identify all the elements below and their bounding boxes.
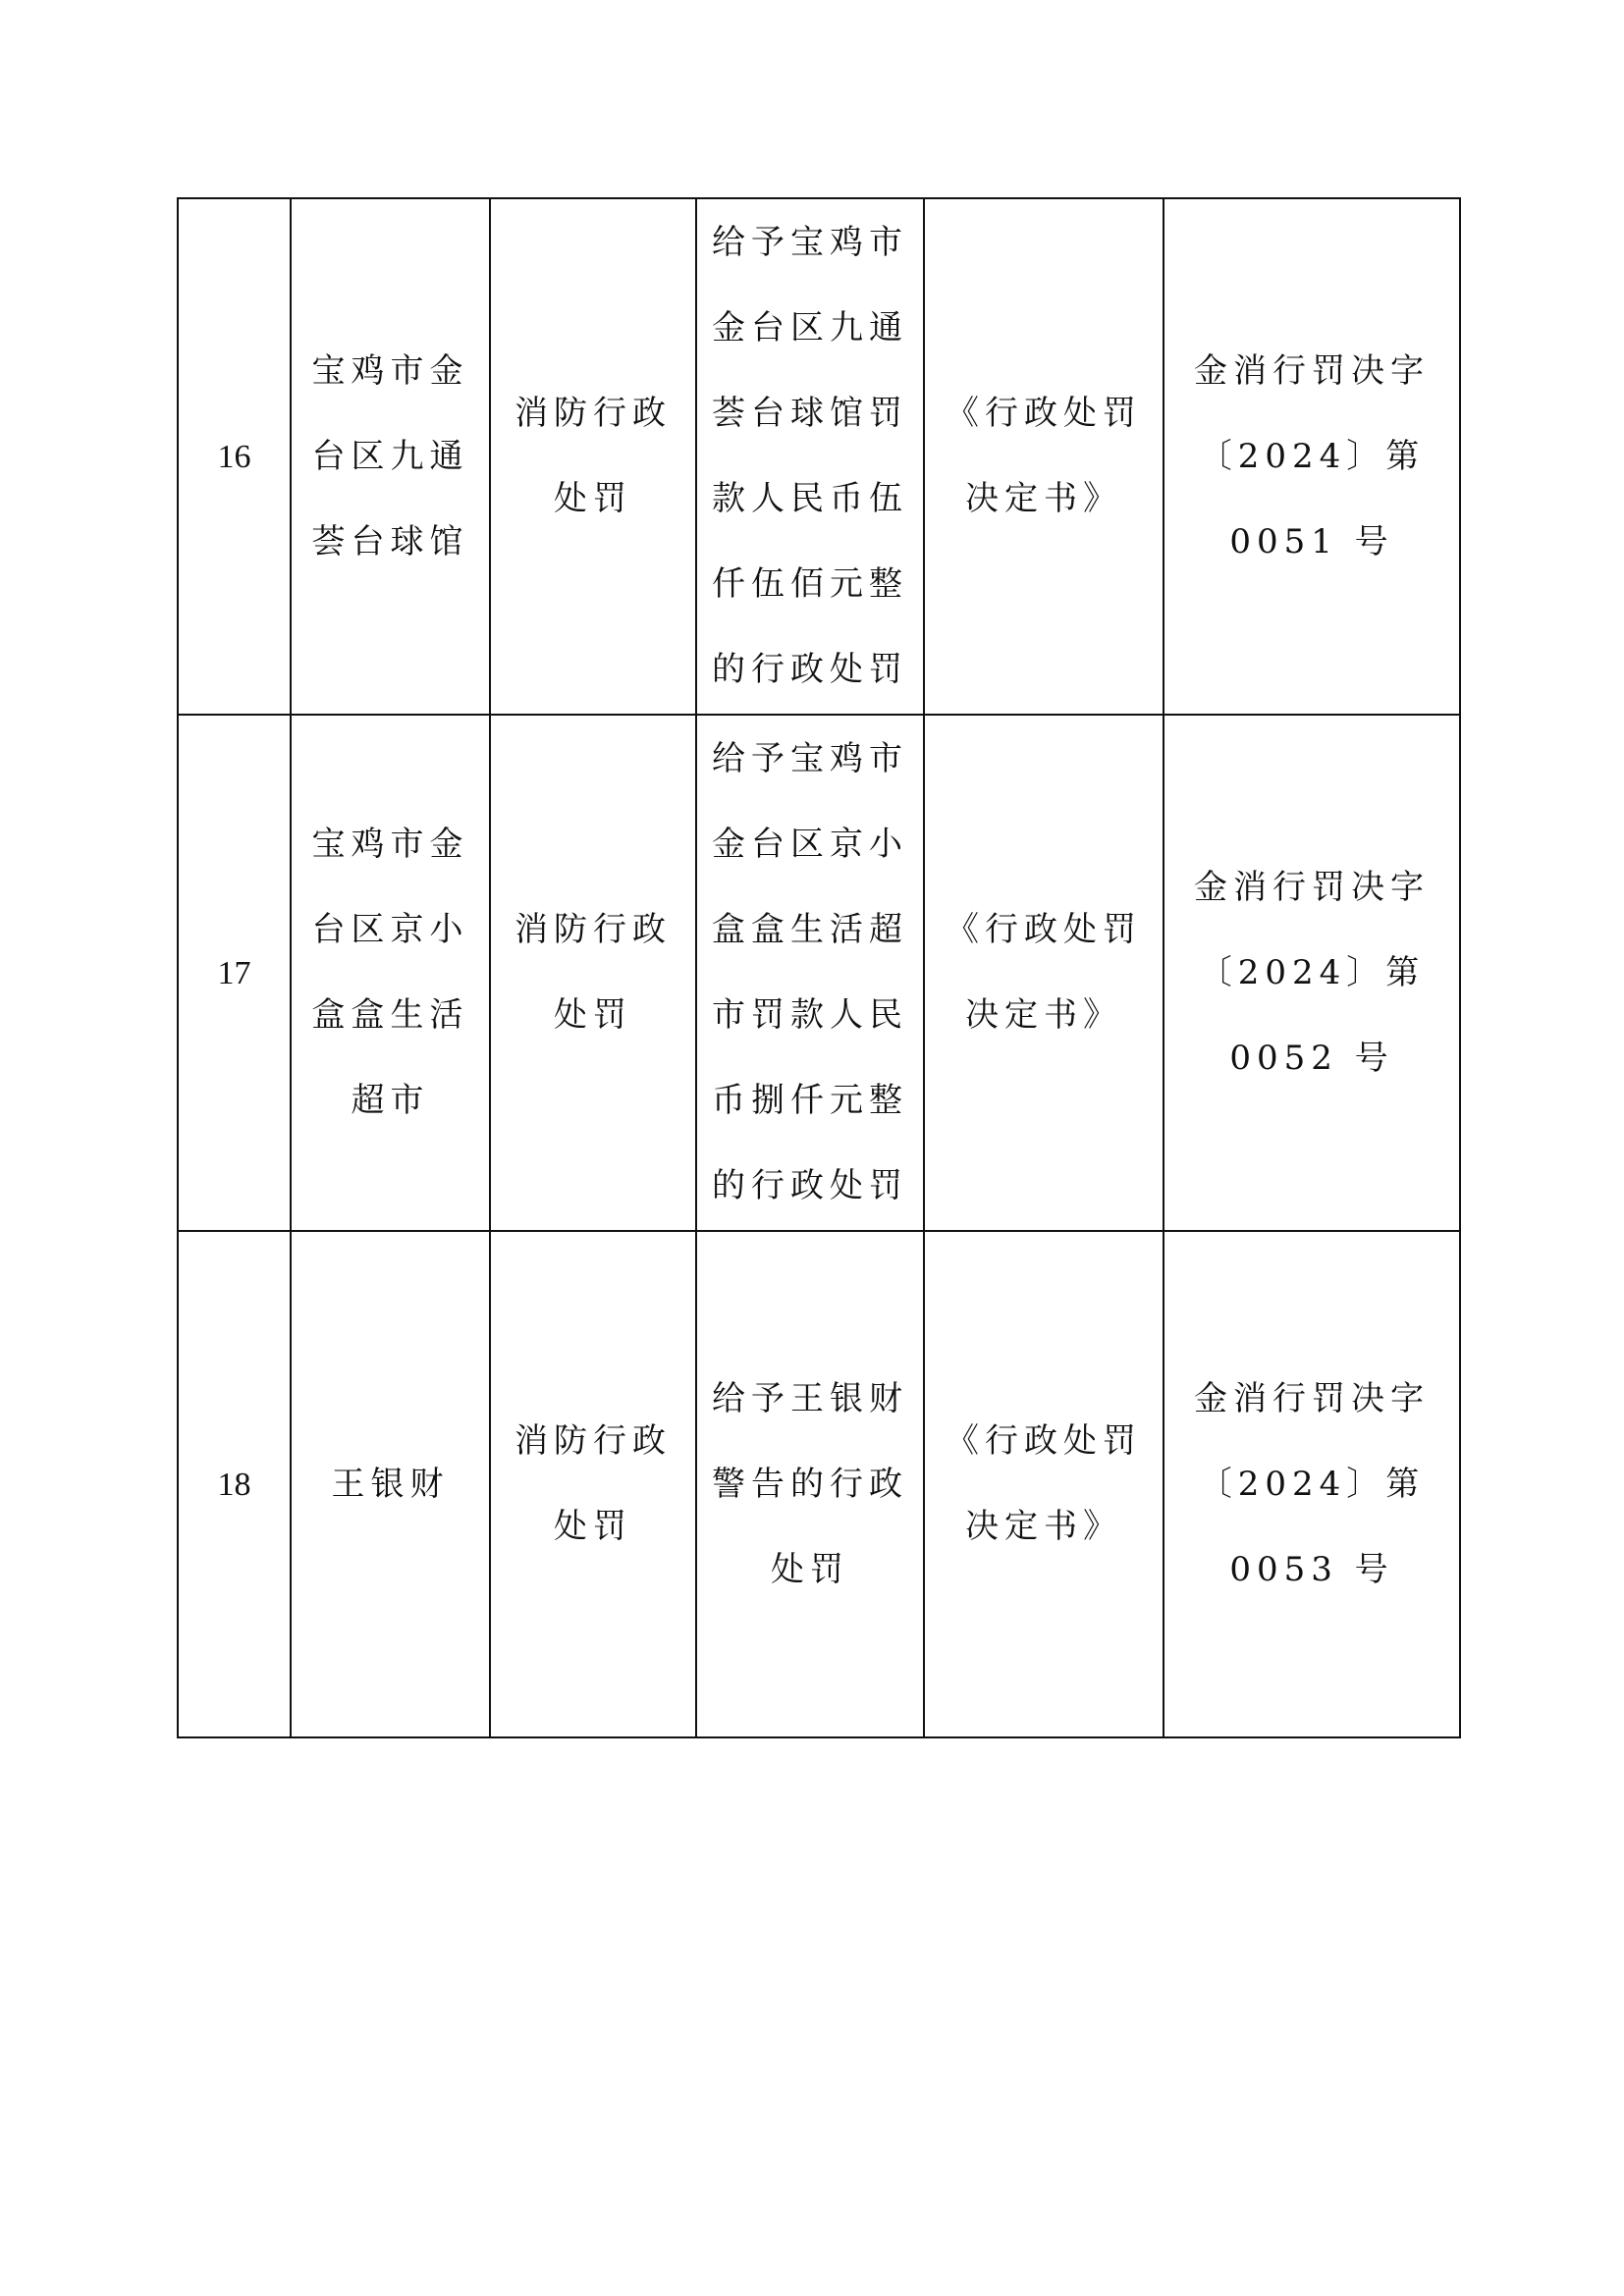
penalty-type-cell xyxy=(490,198,696,715)
party-line: 台区京小 xyxy=(311,910,469,949)
content-line: 的行政处罚 xyxy=(712,650,908,689)
document-number-cell xyxy=(1164,198,1460,715)
type-line: 消防行政 xyxy=(514,1421,672,1461)
penalty-content-cell xyxy=(696,1231,924,1737)
content-line: 款人民币伍 xyxy=(712,479,908,518)
penalty-type-cell xyxy=(490,1231,696,1737)
penalty-content-cell xyxy=(696,198,924,715)
party-line: 王银财 xyxy=(331,1464,450,1504)
doc-number-line: 金消行罚决字 xyxy=(1194,350,1430,391)
type-line: 处罚 xyxy=(554,479,632,518)
content-line: 的行政处罚 xyxy=(712,1166,908,1205)
doc-number-line: 0052 号 xyxy=(1229,1038,1394,1078)
content-line: 警告的行政 xyxy=(712,1464,908,1504)
content-line: 盒盒生活超 xyxy=(712,910,908,949)
party-cell xyxy=(291,198,490,715)
party-cell xyxy=(291,1231,490,1737)
content-line: 给予王银财 xyxy=(712,1378,908,1418)
type-line: 消防行政 xyxy=(514,910,672,949)
penalty-content-cell xyxy=(696,715,924,1231)
row-number-cell xyxy=(178,198,291,715)
document-cell xyxy=(924,715,1164,1231)
party-line: 盒盒生活 xyxy=(311,995,469,1035)
document-line: 《行政处罚 xyxy=(946,394,1142,433)
doc-number-line: 0051 号 xyxy=(1229,521,1394,561)
document-cell xyxy=(924,1231,1164,1737)
party-line: 宝鸡市金 xyxy=(311,825,469,864)
document-number-cell xyxy=(1164,1231,1460,1737)
row-number: 16 xyxy=(217,438,251,475)
document-line: 决定书》 xyxy=(965,479,1122,518)
doc-number-line: 0053 号 xyxy=(1229,1549,1394,1589)
content-line: 仟伍佰元整 xyxy=(712,564,908,604)
content-line: 币捌仟元整 xyxy=(712,1081,908,1120)
document-line: 《行政处罚 xyxy=(946,910,1142,949)
table-row xyxy=(178,1231,1460,1737)
document-line: 《行政处罚 xyxy=(946,1421,1142,1461)
document-line: 决定书》 xyxy=(965,995,1122,1035)
doc-number-line: 〔2024〕第 xyxy=(1198,1464,1426,1504)
row-number-cell xyxy=(178,1231,291,1737)
penalty-type-cell xyxy=(490,715,696,1231)
content-line: 处罚 xyxy=(771,1549,849,1589)
table-row xyxy=(178,198,1460,715)
doc-number-line: 金消行罚决字 xyxy=(1194,867,1430,907)
content-line: 市罚款人民 xyxy=(712,995,908,1035)
table-row xyxy=(178,715,1460,1231)
content-line: 金台区九通 xyxy=(712,308,908,347)
doc-number-line: 金消行罚决字 xyxy=(1194,1378,1430,1418)
content-line: 给予宝鸡市 xyxy=(712,223,908,262)
penalty-table xyxy=(177,197,1461,1738)
party-line: 宝鸡市金 xyxy=(311,350,469,391)
party-line: 台区九通 xyxy=(311,436,469,476)
type-line: 消防行政 xyxy=(514,394,672,433)
type-line: 处罚 xyxy=(554,995,632,1035)
document-cell xyxy=(924,198,1164,715)
content-line: 荟台球馆罚 xyxy=(712,394,908,433)
content-line: 给予宝鸡市 xyxy=(712,739,908,778)
row-number-cell xyxy=(178,715,291,1231)
document-number-cell xyxy=(1164,715,1460,1231)
party-line: 超市 xyxy=(351,1081,430,1120)
party-cell xyxy=(291,715,490,1231)
document-line: 决定书》 xyxy=(965,1507,1122,1546)
doc-number-line: 〔2024〕第 xyxy=(1198,436,1426,476)
party-line: 荟台球馆 xyxy=(311,521,469,561)
content-line: 金台区京小 xyxy=(712,825,908,864)
row-number: 18 xyxy=(217,1466,251,1503)
row-number: 17 xyxy=(217,954,251,991)
type-line: 处罚 xyxy=(554,1507,632,1546)
doc-number-line: 〔2024〕第 xyxy=(1198,952,1426,992)
